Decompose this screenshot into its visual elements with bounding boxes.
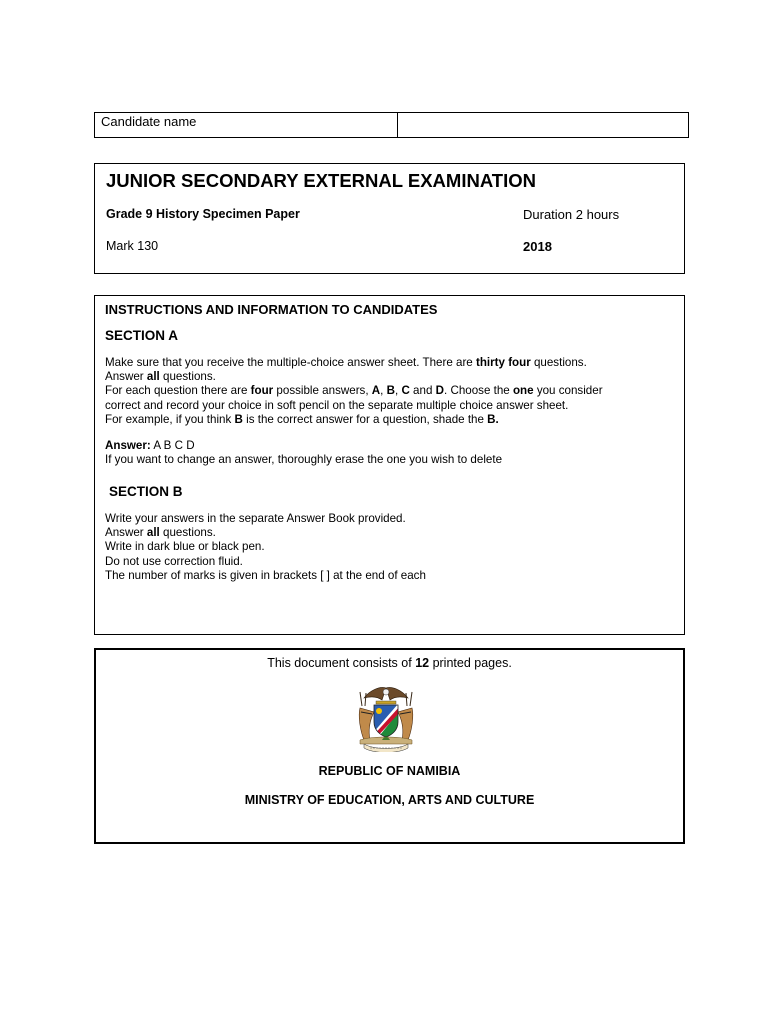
answer-example-line: Answer: A B C D <box>105 439 195 452</box>
section-a-heading: SECTION A <box>105 328 179 343</box>
answer-example <box>105 439 502 467</box>
exam-year: 2018 <box>523 239 552 254</box>
exam-title: JUNIOR SECONDARY EXTERNAL EXAMINATION <box>106 170 536 191</box>
exam-header-box <box>94 163 685 274</box>
ministry-name: MINISTRY OF EDUCATION, ARTS AND CULTURE <box>244 793 535 807</box>
section-b-line-1: Write your answers in the separate Answer Book provided. <box>105 512 406 525</box>
duration: Duration 2 hours <box>523 207 620 222</box>
section-b-line-2: Answer all questions. <box>105 526 216 540</box>
section-b-line-4: Do not use correction fluid. <box>105 554 243 568</box>
section-a-line-5: For example, if you think B is the correct answer for a question, shade the B. <box>105 412 499 426</box>
candidate-name-field[interactable] <box>398 113 688 137</box>
section-b-heading: SECTION B <box>109 484 183 499</box>
republic-name: REPUBLIC OF NAMIBIA <box>318 764 461 778</box>
change-answer-line: If you want to change an answer, thoroughly erase the one you wish to delete <box>105 453 503 467</box>
section-a-line-2: Answer all questions. <box>105 370 216 384</box>
section-a-line-4: correct and record your choice in soft pencil on the separate multiple choice answer sheet. <box>105 398 569 412</box>
section-b-line-3: Write in dark blue or black pen. <box>105 540 265 554</box>
paper-name: Grade 9 History Specimen Paper <box>106 207 300 221</box>
candidate-name-label: Candidate name <box>95 113 398 137</box>
candidate-name-row <box>94 112 689 138</box>
footer-box <box>94 648 685 844</box>
instructions-box <box>94 295 685 635</box>
coat-of-arms-icon <box>352 684 420 752</box>
page-count-line: This document consists of 12 printed pages. <box>267 656 512 670</box>
section-b-line-5: The number of marks is given in brackets [ ] at the end of each <box>105 568 426 582</box>
section-b-text <box>105 512 426 583</box>
instructions-heading: INSTRUCTIONS AND INFORMATION TO CANDIDATES <box>105 302 438 317</box>
section-a-line-1: Make sure that you receive the multiple-choice answer sheet. There are thirty four questions. <box>105 356 587 369</box>
section-a-line-3: For each question there are four possible answers, A, B, C and D. Choose the one you consider <box>105 384 603 398</box>
section-a-text <box>105 356 603 427</box>
total-mark: Mark 130 <box>106 239 159 253</box>
